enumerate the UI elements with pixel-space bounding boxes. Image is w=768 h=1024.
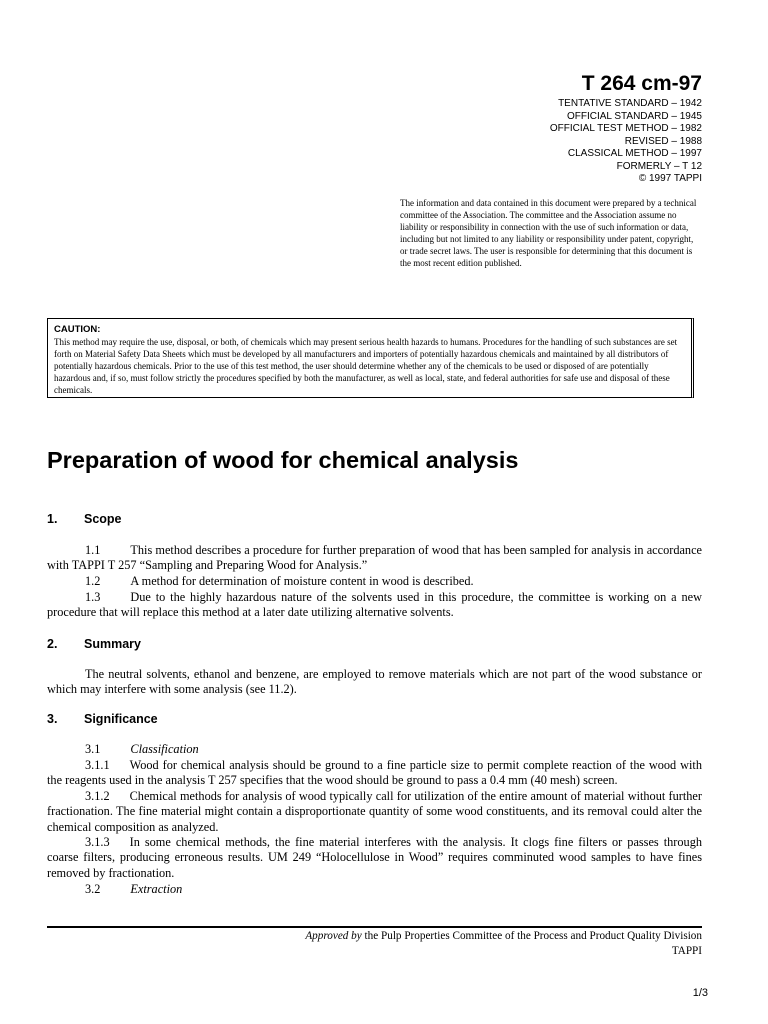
standard-number: T 264 cm-97 bbox=[581, 72, 702, 95]
caution-text: This method may require the use, disposal, or both, of chemicals which may present serious health hazards to humans. Procedures for the handling of such substances are set forth on Material Safety Data Sheets which must be developed by all manufacturers and importers of potentially hazardous chemicals and maintained by all distributors of potentially hazardous chemicals. Prior to the use of this test method, the user should determine whether any of the chemicals to be used or disposed of are potentially hazardous and, if so, must follow strictly the procedures specified by both the manufacturer, as well as local, state, and federal authorities for safe use and disposal of these chemicals. bbox=[54, 337, 678, 395]
footer-divider bbox=[47, 926, 702, 928]
section-number: 1. bbox=[47, 512, 58, 526]
paragraph-number: 3.1.1 bbox=[85, 758, 110, 772]
paragraph-text: This method describes a procedure for further preparation of wood that has been sampled for analysis in accordance with TAPPI T 257 “Sampling and Preparing Wood for Analysis.” bbox=[47, 543, 702, 573]
history-line: OFFICIAL STANDARD – 1945 bbox=[566, 110, 702, 122]
section-title: Significance bbox=[84, 712, 158, 726]
paragraph-text: Chemical methods for analysis of wood typically call for utilization of the entire amount of material without further fractionation. The fine material might contain a disproportionate quantity of some wood constituents, and its removal could alter the chemical composition as analyzed. bbox=[47, 789, 702, 834]
disclaimer-text: The information and data contained in this document were prepared by a technical committee of the Association. The committee and the Association assume no liability or responsibility in connection with the use of such information or data, including but not limited to any liability or responsibility under patent, copyright, or trade secret laws. The user is responsible for determining that this document is the most recent edition published. bbox=[400, 198, 697, 268]
paragraph-3-2 bbox=[47, 882, 702, 897]
section-heading-scope bbox=[47, 512, 122, 526]
history-line: CLASSICAL METHOD – 1997 bbox=[567, 148, 702, 159]
page-number: 1/3 bbox=[692, 987, 708, 999]
approved-by-label: Approved by bbox=[305, 930, 362, 942]
section-number: 3. bbox=[47, 712, 58, 726]
organization-name: TAPPI bbox=[671, 945, 702, 957]
paragraph-number: 3.2 bbox=[85, 882, 101, 896]
paragraph-3-1-3 bbox=[47, 835, 702, 881]
paragraph-2 bbox=[47, 667, 702, 698]
history-line: © 1997 TAPPI bbox=[638, 173, 702, 184]
paragraph-text: Classification bbox=[130, 742, 199, 756]
section-title: Scope bbox=[84, 512, 122, 526]
paragraph-1-3 bbox=[47, 590, 702, 621]
standard-history bbox=[550, 98, 702, 186]
history-line: TENTATIVE STANDARD – 1942 bbox=[558, 98, 702, 109]
section-heading-significance bbox=[47, 712, 158, 726]
paragraph-number: 3.1.3 bbox=[85, 835, 110, 849]
paragraph-3-1-2 bbox=[47, 789, 702, 835]
approval-note bbox=[305, 929, 702, 959]
paragraph-number: 3.1.2 bbox=[85, 789, 110, 803]
caution-box bbox=[47, 318, 694, 398]
approved-by-text: the Pulp Properties Committee of the Process and Product Quality Division bbox=[364, 930, 702, 942]
paragraph-text: A method for determination of moisture content in wood is described. bbox=[130, 574, 474, 588]
paragraph-text: In some chemical methods, the fine material interferes with the analysis. It clogs fine filters or passes through coarse filters, producing erroneous results. UM 249 “Holocellulose in Wood” requires comminuted wood samples to have fines removed by fractionation. bbox=[47, 835, 702, 880]
paragraph-3-1-1 bbox=[47, 758, 702, 789]
history-line: OFFICIAL TEST METHOD – 1982 bbox=[549, 123, 702, 134]
section-number: 2. bbox=[47, 637, 58, 651]
paragraph-number: 1.3 bbox=[85, 590, 101, 604]
paragraph-number: 1.2 bbox=[85, 574, 101, 588]
history-line: REVISED – 1988 bbox=[624, 135, 702, 147]
paragraph-number: 3.1 bbox=[85, 742, 101, 756]
history-line: FORMERLY – T 12 bbox=[616, 160, 702, 172]
paragraph-text: Extraction bbox=[130, 882, 183, 896]
paragraph-1-1 bbox=[47, 543, 702, 574]
paragraph-number: 1.1 bbox=[85, 543, 101, 557]
section-heading-summary bbox=[47, 637, 141, 651]
paragraph-text: Wood for chemical analysis should be ground to a fine particle size to permit complete reaction of the wood with the reagents used in the analysis T 257 specifies that the wood should be ground to pass a 0.4 mm (40 mesh) screen. bbox=[47, 758, 702, 788]
paragraph-3-1 bbox=[47, 742, 702, 757]
section-title: Summary bbox=[84, 637, 141, 651]
paragraph-1-2 bbox=[47, 574, 702, 589]
paragraph-text: The neutral solvents, ethanol and benzene, are employed to remove materials which are not part of the wood substance or which may interfere with some analysis (see 11.2). bbox=[47, 667, 702, 697]
paragraph-text: Due to the highly hazardous nature of the solvents used in this procedure, the committee is working on a new procedure that will replace this method at a later date utilizing alternative solvents. bbox=[47, 590, 702, 620]
document-title: Preparation of wood for chemical analysis bbox=[47, 447, 519, 473]
caution-title: CAUTION: bbox=[54, 324, 101, 335]
